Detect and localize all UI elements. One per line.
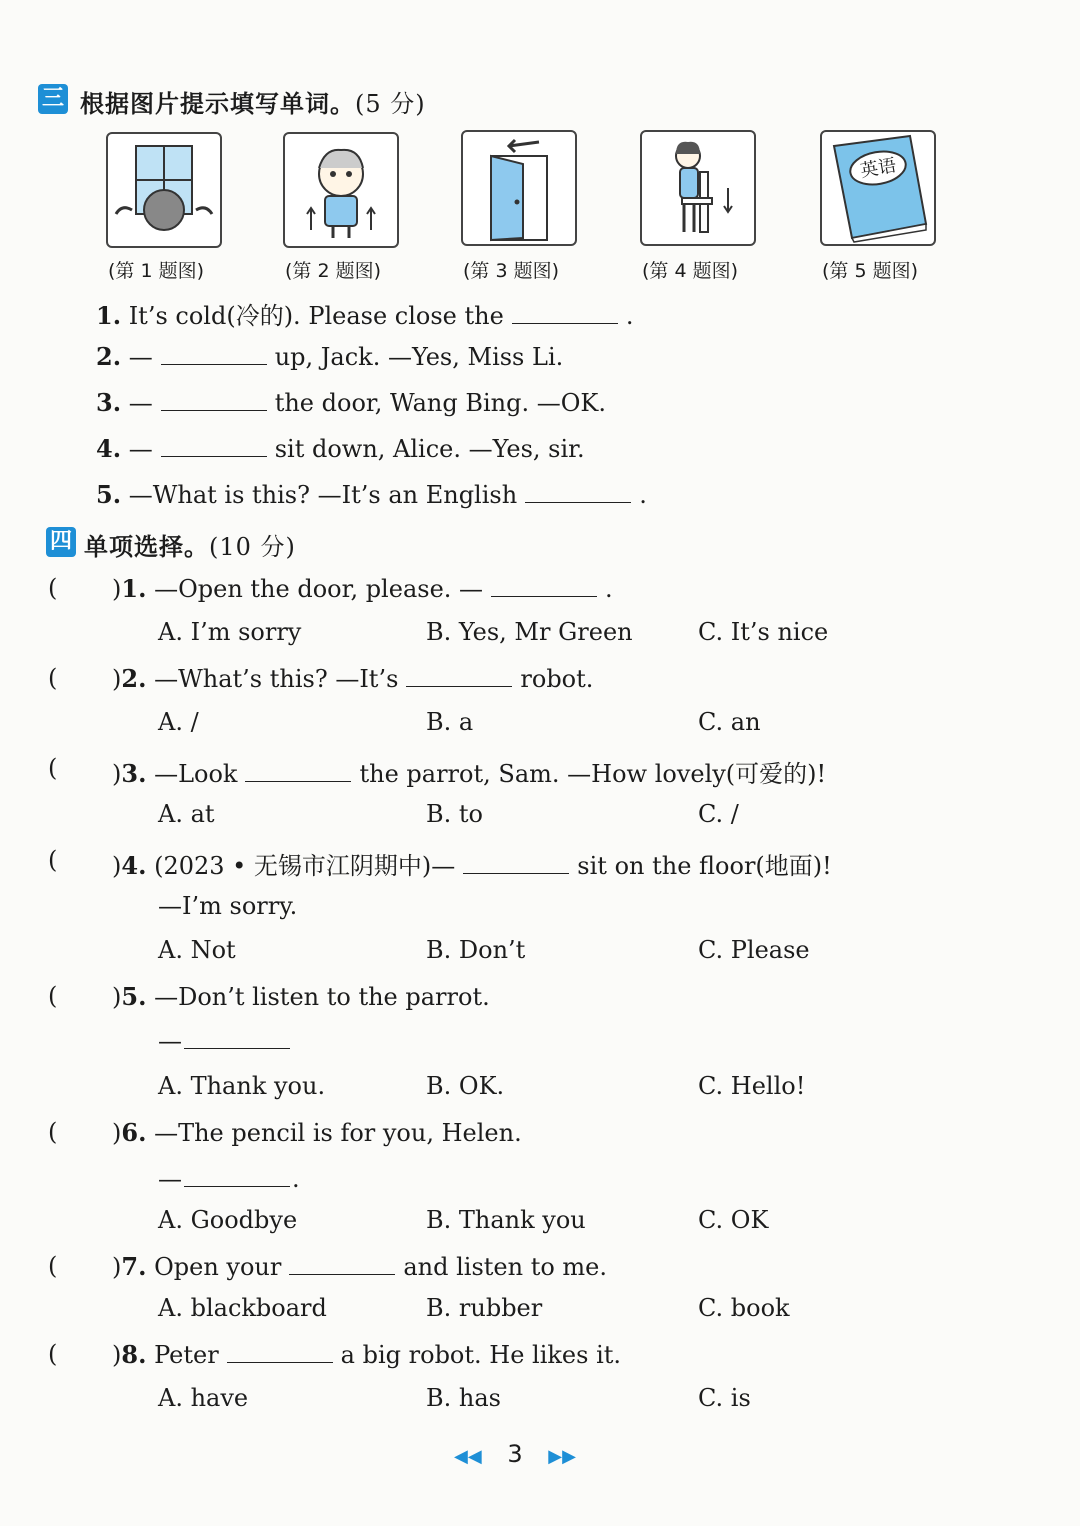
option-b[interactable]: B. to (426, 800, 483, 828)
s3-question-4: 4. — sit down, Alice. —Yes, sir. (96, 434, 585, 463)
option-a[interactable]: A. Goodbye (158, 1206, 298, 1234)
option-a[interactable]: A. I’m sorry (158, 618, 302, 646)
s3-question-1: 1. It’s cold(冷的). Please close the . (96, 301, 634, 330)
option-a[interactable]: A. Not (158, 936, 236, 964)
option-c[interactable]: C. an (698, 708, 761, 736)
caption-5: (第 5 题图) (822, 260, 918, 282)
s4-question-1: )1. —Open the door, please. — . (112, 574, 613, 603)
answer-blank[interactable] (491, 574, 597, 597)
answer-blank[interactable] (161, 342, 267, 365)
s4-question-4-reply: —I’m sorry. (158, 892, 298, 920)
section-4-badge: 四 (46, 527, 76, 557)
answer-blank[interactable] (184, 1164, 290, 1187)
s3-question-2: 2. — up, Jack. —Yes, Miss Li. (96, 342, 564, 371)
page-footer (454, 1440, 576, 1468)
s3-question-3: 3. — the door, Wang Bing. —OK. (96, 388, 606, 417)
door-icon (463, 132, 575, 244)
caption-4: (第 4 题图) (642, 260, 738, 282)
boy-standing-icon (285, 134, 397, 246)
prev-page-icon[interactable]: ◀◀ (454, 1446, 482, 1467)
option-a[interactable]: A. have (158, 1384, 249, 1412)
s4-question-4: )4. (2023 • 无锡市江阴期中)— sit on the floor(地面)! (112, 851, 832, 880)
option-c[interactable]: C. Hello! (698, 1072, 806, 1100)
option-b[interactable]: B. Don’t (426, 936, 526, 964)
answer-blank[interactable] (161, 388, 267, 411)
answer-paren-open[interactable]: ( (48, 1340, 58, 1368)
next-page-icon[interactable]: ▶▶ (548, 1446, 576, 1467)
caption-3: (第 3 题图) (463, 260, 559, 282)
picture-3 (461, 130, 577, 246)
section-3-badge: 三 (38, 84, 68, 114)
answer-paren-open[interactable]: ( (48, 846, 58, 874)
option-b[interactable]: B. a (426, 708, 474, 736)
option-c[interactable]: C. book (698, 1294, 790, 1322)
answer-paren-open[interactable]: ( (48, 754, 58, 782)
s4-question-5-reply: — (158, 1026, 298, 1055)
s4-question-6-reply: — . (158, 1165, 300, 1193)
option-b[interactable]: B. OK. (426, 1072, 505, 1100)
s4-question-3: )3. —Look the parrot, Sam. —How lovely(可爱的)! (112, 759, 827, 788)
option-b[interactable]: B. Yes, Mr Green (426, 618, 633, 646)
answer-blank[interactable] (406, 664, 512, 687)
option-c[interactable]: C. is (698, 1384, 751, 1412)
answer-blank[interactable] (525, 480, 631, 503)
answer-paren-open[interactable]: ( (48, 1252, 58, 1280)
section-4-title: 单项选择。(10 分) (84, 533, 296, 561)
s3-question-5: 5. —What is this? —It’s an English . (96, 480, 647, 509)
option-c[interactable]: C. OK (698, 1206, 769, 1234)
answer-blank[interactable] (463, 851, 569, 874)
option-b[interactable]: B. has (426, 1384, 501, 1412)
picture-4 (640, 130, 756, 246)
picture-5 (820, 130, 936, 246)
answer-blank[interactable] (245, 759, 351, 782)
option-b[interactable]: B. rubber (426, 1294, 543, 1322)
answer-paren-open[interactable]: ( (48, 982, 58, 1010)
option-a[interactable]: A. blackboard (158, 1294, 327, 1322)
girl-sitting-icon (642, 132, 754, 244)
option-b[interactable]: B. Thank you (426, 1206, 586, 1234)
caption-2: (第 2 题图) (285, 260, 381, 282)
section-3-title: 根据图片提示填写单词。(5 分) (80, 90, 426, 118)
answer-blank[interactable] (512, 301, 618, 324)
option-c[interactable]: C. / (698, 800, 739, 828)
book-label: 英语 (858, 155, 898, 182)
option-c[interactable]: C. It’s nice (698, 618, 829, 646)
answer-blank[interactable] (161, 434, 267, 457)
answer-blank[interactable] (289, 1252, 395, 1275)
s4-question-7: )7. Open your and listen to me. (112, 1252, 608, 1281)
s4-question-5: )5. —Don’t listen to the parrot. (112, 982, 490, 1011)
answer-blank[interactable] (184, 1026, 290, 1049)
s4-question-2: )2. —What’s this? —It’s robot. (112, 664, 594, 693)
picture-2 (283, 132, 399, 248)
s4-question-8: )8. Peter a big robot. He likes it. (112, 1340, 622, 1369)
picture-1 (106, 132, 222, 248)
answer-paren-open[interactable]: ( (48, 664, 58, 692)
option-c[interactable]: C. Please (698, 936, 810, 964)
answer-blank[interactable] (227, 1340, 333, 1363)
option-a[interactable]: A. Thank you. (158, 1072, 326, 1100)
book-icon (822, 132, 934, 244)
page-number: 3 (507, 1440, 523, 1468)
caption-1: (第 1 题图) (108, 260, 204, 282)
answer-paren-open[interactable]: ( (48, 574, 58, 602)
answer-paren-open[interactable]: ( (48, 1118, 58, 1146)
option-a[interactable]: A. at (158, 800, 215, 828)
window-icon (108, 134, 220, 246)
option-a[interactable]: A. / (158, 708, 199, 736)
s4-question-6: )6. —The pencil is for you, Helen. (112, 1118, 522, 1147)
